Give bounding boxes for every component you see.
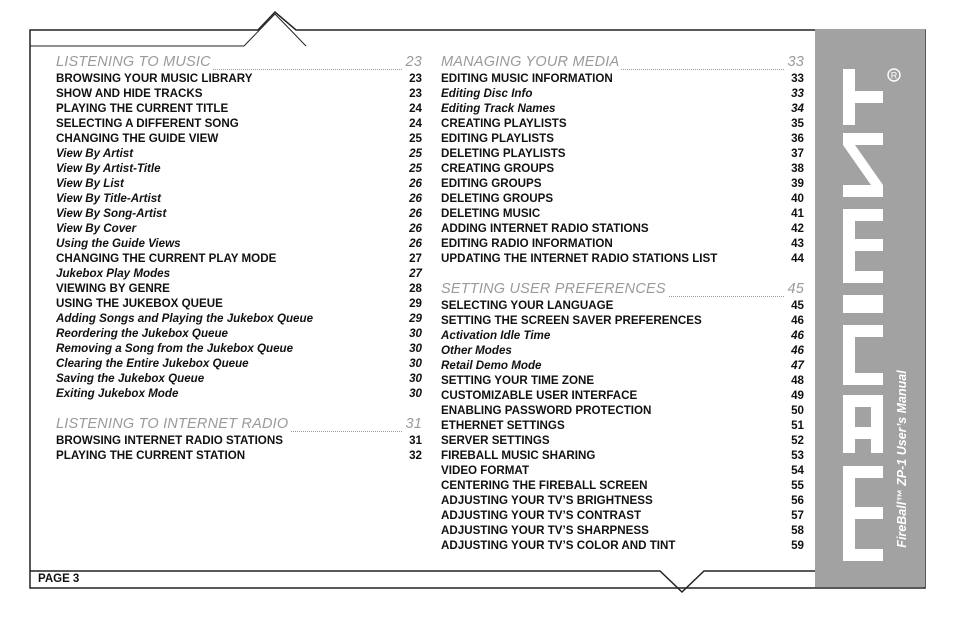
manual-title: FireBall™ ZP-1 User’s Manual	[895, 370, 909, 548]
toc-entry-deleting-groups[interactable]	[441, 191, 804, 206]
entry-page-number: 30	[409, 342, 422, 355]
entry-label: BROWSING YOUR MUSIC LIBRARY	[56, 72, 253, 85]
toc-section-setting-user-preferences[interactable]	[441, 282, 804, 297]
entry-label: CREATING GROUPS	[441, 162, 555, 175]
entry-page-number: 30	[409, 357, 422, 370]
toc-entry-viewing-by-genre[interactable]	[56, 281, 422, 296]
toc-entry-creating-playlists[interactable]	[441, 116, 804, 131]
entry-page-number: 53	[791, 449, 804, 462]
entry-label: ADJUSTING YOUR TV’S SHARPNESS	[441, 524, 649, 537]
entry-label: ENABLING PASSWORD PROTECTION	[441, 404, 652, 417]
entry-page-number: 25	[409, 147, 422, 160]
toc-column-middle	[441, 55, 804, 553]
section-title: SETTING USER PREFERENCES	[441, 281, 666, 297]
entry-page-number: 24	[409, 117, 422, 130]
toc-entry-centering-the-fireball-screen[interactable]	[441, 478, 804, 493]
entry-page-number: 23	[409, 72, 422, 85]
toc-entry-view-by-artist-title[interactable]	[56, 161, 422, 176]
entry-page-number: 54	[791, 464, 804, 477]
toc-entry-fireball-music-sharing[interactable]	[441, 448, 804, 463]
entry-label: ADJUSTING YOUR TV’S BRIGHTNESS	[441, 494, 653, 507]
entry-page-number: 38	[791, 162, 804, 175]
toc-section-listening-to-music[interactable]	[56, 55, 422, 70]
entry-page-number: 27	[409, 267, 422, 280]
entry-label: EDITING MUSIC INFORMATION	[441, 72, 613, 85]
entry-page-number: 33	[791, 72, 804, 85]
toc-entry-ethernet-settings[interactable]	[441, 418, 804, 433]
toc-entry-server-settings[interactable]	[441, 433, 804, 448]
toc-entry-view-by-title-artist[interactable]	[56, 191, 422, 206]
entry-page-number: 35	[791, 117, 804, 130]
entry-page-number: 57	[791, 509, 804, 522]
entry-page-number: 32	[409, 449, 422, 462]
toc-entry-deleting-music[interactable]	[441, 206, 804, 221]
section-page-number: 33	[787, 54, 804, 70]
section-title: MANAGING YOUR MEDIA	[441, 54, 620, 70]
toc-entry-editing-disc-info[interactable]	[441, 86, 804, 101]
entry-label: Editing Track Names	[441, 102, 556, 115]
toc-entry-editing-music-information[interactable]	[441, 71, 804, 86]
entry-page-number: 43	[791, 237, 804, 250]
toc-entry-updating-the-internet-radio-stations-list[interactable]	[441, 251, 804, 266]
entry-label: EDITING PLAYLISTS	[441, 132, 554, 145]
entry-page-number: 40	[791, 192, 804, 205]
section-page-number: 45	[787, 281, 804, 297]
entry-page-number: 46	[791, 329, 804, 342]
toc-entry-show-and-hide-tracks[interactable]	[56, 86, 422, 101]
toc-entry-editing-groups[interactable]	[441, 176, 804, 191]
entry-page-number: 37	[791, 147, 804, 160]
entry-label: PLAYING THE CURRENT TITLE	[56, 102, 229, 115]
toc-entry-clearing-the-entire-jukebox-queue[interactable]	[56, 356, 422, 371]
toc-entry-editing-playlists[interactable]	[441, 131, 804, 146]
entry-page-number: 49	[791, 389, 804, 402]
entry-label: SERVER SETTINGS	[441, 434, 550, 447]
toc-entry-setting-your-time-zone[interactable]	[441, 373, 804, 388]
entry-label: BROWSING INTERNET RADIO STATIONS	[56, 434, 283, 447]
toc-entry-playing-the-current-station[interactable]	[56, 448, 422, 463]
entry-page-number: 29	[409, 297, 422, 310]
entry-page-number: 25	[409, 132, 422, 145]
toc-entry-retail-demo-mode[interactable]	[441, 358, 804, 373]
toc-entry-adjusting-your-tv-s-contrast[interactable]	[441, 508, 804, 523]
toc-entry-view-by-song-artist[interactable]	[56, 206, 422, 221]
toc-entry-selecting-a-different-song[interactable]	[56, 116, 422, 131]
entry-label: DELETING PLAYLISTS	[441, 147, 566, 160]
entry-page-number: 26	[409, 237, 422, 250]
section-spacer	[441, 266, 804, 282]
entry-page-number: 41	[791, 207, 804, 220]
entry-page-number: 56	[791, 494, 804, 507]
toc-entry-browsing-internet-radio-stations[interactable]	[56, 433, 422, 448]
entry-page-number: 24	[409, 102, 422, 115]
section-spacer	[56, 401, 422, 417]
entry-label: Adding Songs and Playing the Jukebox Queue	[56, 312, 314, 325]
entry-page-number: 51	[791, 419, 804, 432]
entry-label: EDITING GROUPS	[441, 177, 542, 190]
entry-label: Using the Guide Views	[56, 237, 181, 250]
toc-entry-deleting-playlists[interactable]	[441, 146, 804, 161]
entry-label: SHOW AND HIDE TRACKS	[56, 87, 203, 100]
toc-entry-using-the-guide-views[interactable]	[56, 236, 422, 251]
entry-page-number: 42	[791, 222, 804, 235]
entry-page-number: 55	[791, 479, 804, 492]
entry-page-number: 36	[791, 132, 804, 145]
section-page-number: 31	[405, 416, 422, 432]
entry-label: View By Title-Artist	[56, 192, 162, 205]
entry-page-number: 58	[791, 524, 804, 537]
entry-label: UPDATING THE INTERNET RADIO STATIONS LIST	[441, 252, 718, 265]
entry-page-number: 52	[791, 434, 804, 447]
entry-page-number: 26	[409, 207, 422, 220]
entry-label: View By List	[56, 177, 124, 190]
entry-page-number: 26	[409, 192, 422, 205]
entry-label: Clearing the Entire Jukebox Queue	[56, 357, 249, 370]
entry-page-number: 45	[791, 299, 804, 312]
toc-entry-saving-the-jukebox-queue[interactable]	[56, 371, 422, 386]
entry-label: ADDING INTERNET RADIO STATIONS	[441, 222, 649, 235]
entry-label: Reordering the Jukebox Queue	[56, 327, 229, 340]
toc-section-listening-to-internet-radio[interactable]	[56, 417, 422, 432]
toc-entry-reordering-the-jukebox-queue[interactable]	[56, 326, 422, 341]
entry-label: SETTING THE SCREEN SAVER PREFERENCES	[441, 314, 702, 327]
toc-entry-adding-internet-radio-stations[interactable]	[441, 221, 804, 236]
toc-entry-jukebox-play-modes[interactable]	[56, 266, 422, 281]
toc-entry-changing-the-guide-view[interactable]	[56, 131, 422, 146]
toc-entry-editing-track-names[interactable]	[441, 101, 804, 116]
entry-label: ADJUSTING YOUR TV’S COLOR AND TINT	[441, 539, 676, 552]
entry-label: VIEWING BY GENRE	[56, 282, 170, 295]
toc-entry-video-format[interactable]	[441, 463, 804, 478]
entry-label: ETHERNET SETTINGS	[441, 419, 565, 432]
entry-label: VIDEO FORMAT	[441, 464, 530, 477]
entry-label: View By Artist	[56, 147, 134, 160]
section-title: LISTENING TO MUSIC	[56, 54, 211, 70]
toc-entry-adjusting-your-tv-s-sharpness[interactable]	[441, 523, 804, 538]
entry-label: EDITING RADIO INFORMATION	[441, 237, 613, 250]
entry-page-number: 33	[791, 87, 804, 100]
entry-page-number: 27	[409, 252, 422, 265]
toc-entry-other-modes[interactable]	[441, 343, 804, 358]
entry-page-number: 26	[409, 222, 422, 235]
entry-page-number: 59	[791, 539, 804, 552]
entry-page-number: 25	[409, 162, 422, 175]
toc-entry-adjusting-your-tv-s-color-and-tint[interactable]	[441, 538, 804, 553]
toc-entry-browsing-your-music-library[interactable]	[56, 71, 422, 86]
page-number-label: PAGE 3	[38, 573, 80, 585]
entry-label: Removing a Song from the Jukebox Queue	[56, 342, 294, 355]
toc-entry-playing-the-current-title[interactable]	[56, 101, 422, 116]
entry-label: Activation Idle Time	[441, 329, 551, 342]
entry-label: View By Song-Artist	[56, 207, 167, 220]
toc-entry-editing-radio-information[interactable]	[441, 236, 804, 251]
entry-page-number: 44	[791, 252, 804, 265]
entry-label: CUSTOMIZABLE USER INTERFACE	[441, 389, 638, 402]
entry-label: Retail Demo Mode	[441, 359, 542, 372]
entry-page-number: 50	[791, 404, 804, 417]
entry-page-number: 28	[409, 282, 422, 295]
section-title: LISTENING TO INTERNET RADIO	[56, 416, 289, 432]
entry-label: SELECTING A DIFFERENT SONG	[56, 117, 239, 130]
entry-page-number: 46	[791, 314, 804, 327]
entry-page-number: 46	[791, 344, 804, 357]
entry-page-number: 39	[791, 177, 804, 190]
entry-label: PLAYING THE CURRENT STATION	[56, 449, 246, 462]
entry-label: CHANGING THE CURRENT PLAY MODE	[56, 252, 277, 265]
entry-page-number: 30	[409, 372, 422, 385]
toc-entry-exiting-jukebox-mode[interactable]	[56, 386, 422, 401]
entry-page-number: 26	[409, 177, 422, 190]
toc-section-managing-your-media[interactable]	[441, 55, 804, 70]
entry-label: Jukebox Play Modes	[56, 267, 171, 280]
toc-entry-enabling-password-protection[interactable]	[441, 403, 804, 418]
toc-entry-view-by-cover[interactable]	[56, 221, 422, 236]
entry-label: CREATING PLAYLISTS	[441, 117, 567, 130]
entry-label: Other Modes	[441, 344, 512, 357]
entry-label: Editing Disc Info	[441, 87, 533, 100]
entry-page-number: 30	[409, 327, 422, 340]
entry-label: DELETING MUSIC	[441, 207, 541, 220]
entry-page-number: 47	[791, 359, 804, 372]
toc-entry-changing-the-current-play-mode[interactable]	[56, 251, 422, 266]
entry-label: Saving the Jukebox Queue	[56, 372, 205, 385]
entry-label: CHANGING THE GUIDE VIEW	[56, 132, 219, 145]
entry-label: ADJUSTING YOUR TV’S CONTRAST	[441, 509, 642, 522]
entry-label: View By Artist-Title	[56, 162, 161, 175]
toc-entry-view-by-list[interactable]	[56, 176, 422, 191]
toc-entry-view-by-artist[interactable]	[56, 146, 422, 161]
entry-page-number: 34	[791, 102, 804, 115]
toc-entry-adjusting-your-tv-s-brightness[interactable]	[441, 493, 804, 508]
entry-label: Exiting Jukebox Mode	[56, 387, 179, 400]
bottom-rule	[30, 571, 925, 592]
entry-page-number: 29	[409, 312, 422, 325]
toc-entry-removing-a-song-from-the-jukebox-queue[interactable]	[56, 341, 422, 356]
entry-label: USING THE JUKEBOX QUEUE	[56, 297, 223, 310]
entry-page-number: 48	[791, 374, 804, 387]
toc-entry-activation-idle-time[interactable]	[441, 328, 804, 343]
toc-entry-selecting-your-language[interactable]	[441, 298, 804, 313]
svg-text:R: R	[890, 70, 898, 81]
entry-page-number: 30	[409, 387, 422, 400]
entry-label: CENTERING THE FIREBALL SCREEN	[441, 479, 648, 492]
toc-column-left	[56, 55, 422, 463]
toc-entry-using-the-jukebox-queue[interactable]	[56, 296, 422, 311]
entry-label: FIREBALL MUSIC SHARING	[441, 449, 596, 462]
entry-page-number: 31	[409, 434, 422, 447]
entry-label: SELECTING YOUR LANGUAGE	[441, 299, 614, 312]
entry-label: View By Cover	[56, 222, 137, 235]
entry-label: DELETING GROUPS	[441, 192, 554, 205]
entry-page-number: 23	[409, 87, 422, 100]
toc-entry-customizable-user-interface[interactable]	[441, 388, 804, 403]
toc-entry-creating-groups[interactable]	[441, 161, 804, 176]
entry-label: SETTING YOUR TIME ZONE	[441, 374, 595, 387]
section-page-number: 23	[405, 54, 422, 70]
toc-entry-adding-songs-and-playing-the-jukebox-queue[interactable]	[56, 311, 422, 326]
toc-entry-setting-the-screen-saver-preferences[interactable]	[441, 313, 804, 328]
